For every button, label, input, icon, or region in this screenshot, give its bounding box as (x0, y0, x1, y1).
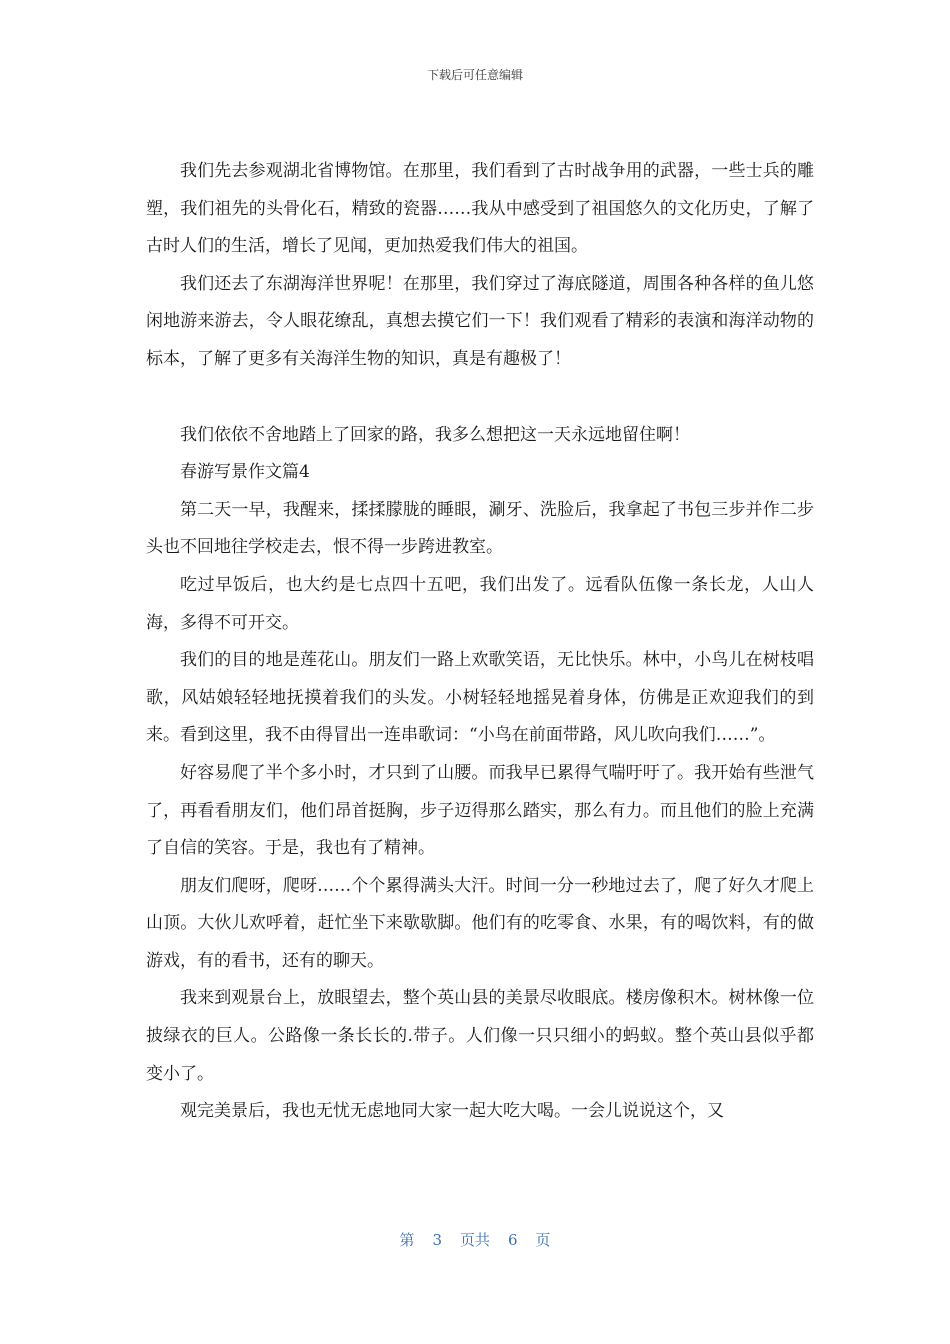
footer-prefix: 第 (399, 1231, 415, 1249)
paragraph-going-home: 我们依依不舍地踏上了回家的路，我多么想把这一天永远地留住啊！ (180, 424, 690, 445)
footer-suffix: 页 (535, 1231, 551, 1249)
paragraph-destination: 我们的目的地是莲花山。朋友们一路上欢歌笑语，无比快乐。林中，小鸟儿在树枝唱歌，风姑娘轻轻地抚摸着我们的头发。小树轻轻地摇晃着身体，仿佛是正欢迎我们的到来。看到这里，我不由得冒出一连串歌词：“小鸟在前面带路，风儿吹向我们……”。 (146, 650, 814, 746)
paragraph-summit: 朋友们爬呀，爬呀……个个累得满头大汗。时间一分一秒地过去了，爬了好久才爬上山顶。大伙儿欢呼着，赶忙坐下来歇歇脚。他们有的吃零食、水果，有的喝饮料，有的做游戏，有的看书，还有的聊天。 (146, 875, 814, 971)
paragraph-spacer (146, 379, 814, 417)
paragraph-view: 我来到观景台上，放眼望去，整个英山县的美景尽收眼底。楼房像积木。树林像一位披绿衣的巨人。公路像一条长长的.带子。人们像一只只细小的蚂蚁。整个英山县似乎都变小了。 (146, 988, 814, 1084)
paragraph-departure: 吃过早饭后，也大约是七点四十五吧，我们出发了。远看队伍像一条长龙，人山人海，多得不可开交。 (146, 574, 814, 633)
footer-total-pages: 6 (508, 1231, 518, 1249)
footer-middle: 页共 (459, 1231, 490, 1249)
paragraph-museum: 我们先去参观湖北省博物馆。在那里，我们看到了古时战争用的武器，一些士兵的雕塑，我们祖先的头骨化石，精致的瓷器……我从中感受到了祖国悠久的文化历史，了解了古时人们的生活，增长了见闻，更加热爱我们伟大的祖国。 (146, 161, 814, 257)
page-number-footer (0, 1229, 950, 1250)
page-header-note: 下载后可任意编辑 (426, 68, 523, 82)
paragraph-morning: 第二天一早，我醒来，揉揉朦胧的睡眼，涮牙、洗脸后，我拿起了书包三步并作二步头也不回地往学校走去，恨不得一步跨进教室。 (146, 499, 814, 558)
paragraph-mountain-waist: 好容易爬了半个多小时，才只到了山腰。而我早已累得气喘吁吁了。我开始有些泄气了，再看看朋友们，他们昂首挺胸，步子迈得那么踏实，那么有力。而且他们的脸上充满了自信的笑容。于是，我也有了精神。 (146, 762, 814, 859)
document-body (146, 153, 814, 1131)
section-title: 春游写景作文篇4 (180, 462, 310, 483)
paragraph-picnic: 观完美景后，我也无忧无虑地同大家一起大吃大喝。一会儿说说这个，又 (180, 1101, 724, 1122)
paragraph-ocean-world: 我们还去了东湖海洋世界呢！在那里，我们穿过了海底隧道，周围各种各样的鱼儿悠闲地游来游去，令人眼花缭乱，真想去摸它们一下！我们观看了精彩的表演和海洋动物的标本，了解了更多有关海洋生物的知识，真是有趣极了！ (146, 273, 814, 369)
footer-current-page: 3 (432, 1231, 442, 1249)
